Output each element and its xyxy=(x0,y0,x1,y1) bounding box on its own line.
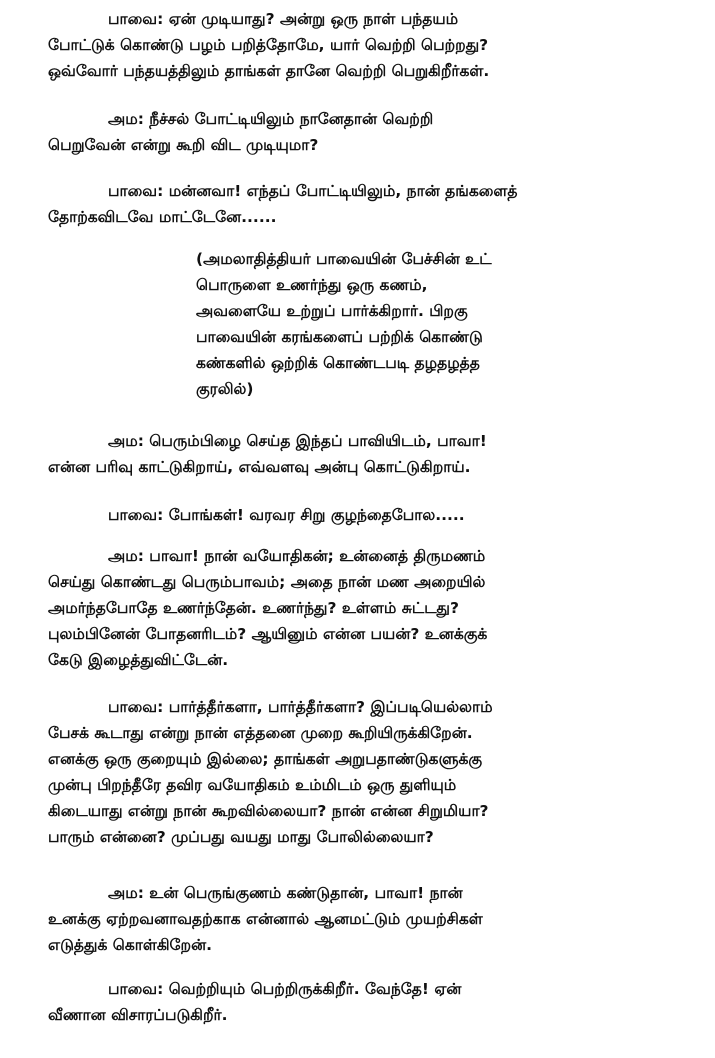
text-line: பொருளை உணர்ந்து ஒரு கணம், xyxy=(196,276,428,294)
stage-direction xyxy=(196,246,674,402)
text-line: குரலில்) xyxy=(196,380,254,398)
text-line: எடுத்துக் கொள்கிறேன். xyxy=(48,936,213,954)
text-line: அவளையே உற்றுப் பார்க்கிறார். பிறகு xyxy=(196,302,468,320)
dialogue-paragraph xyxy=(48,428,670,480)
text-line: ஒவ்வோர் பந்தயத்திலும் தாங்கள் தானே வெற்றி பெறுகிறீர்கள். xyxy=(48,62,490,80)
dialogue-paragraph xyxy=(48,543,670,673)
text-line: புலம்பினேன் போதனரிடம்? ஆயினும் என்ன பயன்? உனக்குக் xyxy=(48,625,488,643)
dialogue-paragraph xyxy=(48,502,670,528)
dialogue-paragraph xyxy=(48,178,670,230)
dialogue-paragraph xyxy=(48,106,670,158)
text-line: பாவையின் கரங்களைப் பற்றிக் கொண்டு xyxy=(196,328,483,346)
text-line: பாவை: ஏன் முடியாது? அன்று ஒரு நாள் பந்தயம் xyxy=(108,10,459,28)
dialogue-paragraph xyxy=(48,976,670,1028)
text-line: கிடையாது என்று நான் கூறவில்லையா? நான் என்ன சிறுமியா? xyxy=(48,802,489,820)
text-line: எனக்கு ஒரு குறையும் இல்லை; தாங்கள் அறுபதாண்டுகளுக்கு xyxy=(48,750,483,768)
dialogue-paragraph xyxy=(48,694,670,850)
text-line: பாரும் என்னை? முப்பது வயது மாது போலில்லையா? xyxy=(48,828,434,846)
dialogue-paragraph xyxy=(48,880,670,958)
dialogue-paragraph xyxy=(48,6,670,84)
text-line: பாவை: வெற்றியும் பெற்றிருக்கிறீர். வேந்தே! ஏன் xyxy=(108,980,462,998)
text-line: பாவை: மன்னவா! எந்தப் போட்டியிலும், நான் தங்களைத் xyxy=(108,182,518,200)
text-line: பாவை: பார்த்தீர்களா, பார்த்தீர்களா? இப்படியெல்லாம் xyxy=(108,698,493,716)
text-line: கேடு இழைத்துவிட்டேன். xyxy=(48,651,229,669)
text-line: அம: பாவா! நான் வயோதிகன்; உன்னைத் திருமணம் xyxy=(108,547,486,565)
text-line: அம: உன் பெருங்குணம் கண்டுதான், பாவா! நான் xyxy=(108,884,463,902)
text-line: போட்டுக் கொண்டு பழம் பறித்தோமே, யார் வெற்றி பெற்றது? xyxy=(48,36,489,54)
text-line: முன்பு பிறந்தீரே தவிர வயோதிகம் உம்மிடம் ஒரு துளியும் xyxy=(48,776,457,794)
text-line: தோற்கவிடவே மாட்டேனே...... xyxy=(48,208,277,226)
text-line: அம: பெரும்பிழை செய்த இந்தப் பாவியிடம், பாவா! xyxy=(108,432,487,450)
text-line: பேசக் கூடாது என்று நான் எத்தனை முறை கூறியிருக்கிறேன். xyxy=(48,724,473,742)
text-line: செய்து கொண்டது பெரும்பாவம்; அதை நான் மண அறையில் xyxy=(48,573,486,591)
text-line: என்ன பரிவு காட்டுகிறாய், எவ்வளவு அன்பு கொட்டுகிறாய். xyxy=(48,458,471,476)
text-line: கண்களில் ஒற்றிக் கொண்டபடி தழதழத்த xyxy=(196,354,480,372)
text-line: அம: நீச்சல் போட்டியிலும் நானேதான் வெற்றி xyxy=(108,110,434,128)
text-line: பாவை: போங்கள்! வரவர சிறு குழந்தைபோல..... xyxy=(108,506,465,524)
text-line: அமர்ந்தபோதே உணர்ந்தேன். உணர்ந்து? உள்ளம் சுட்டது? xyxy=(48,599,459,617)
text-line: வீணான விசாரப்படுகிறீர். xyxy=(48,1006,228,1024)
text-line: (அமலாதித்தியர் பாவையின் பேச்சின் உட் xyxy=(196,250,492,268)
text-line: உனக்கு ஏற்றவனாவதற்காக என்னால் ஆனமட்டும் முயற்சிகள் xyxy=(48,910,483,928)
text-line: பெறுவேன் என்று கூறி விட முடியுமா? xyxy=(48,136,319,154)
